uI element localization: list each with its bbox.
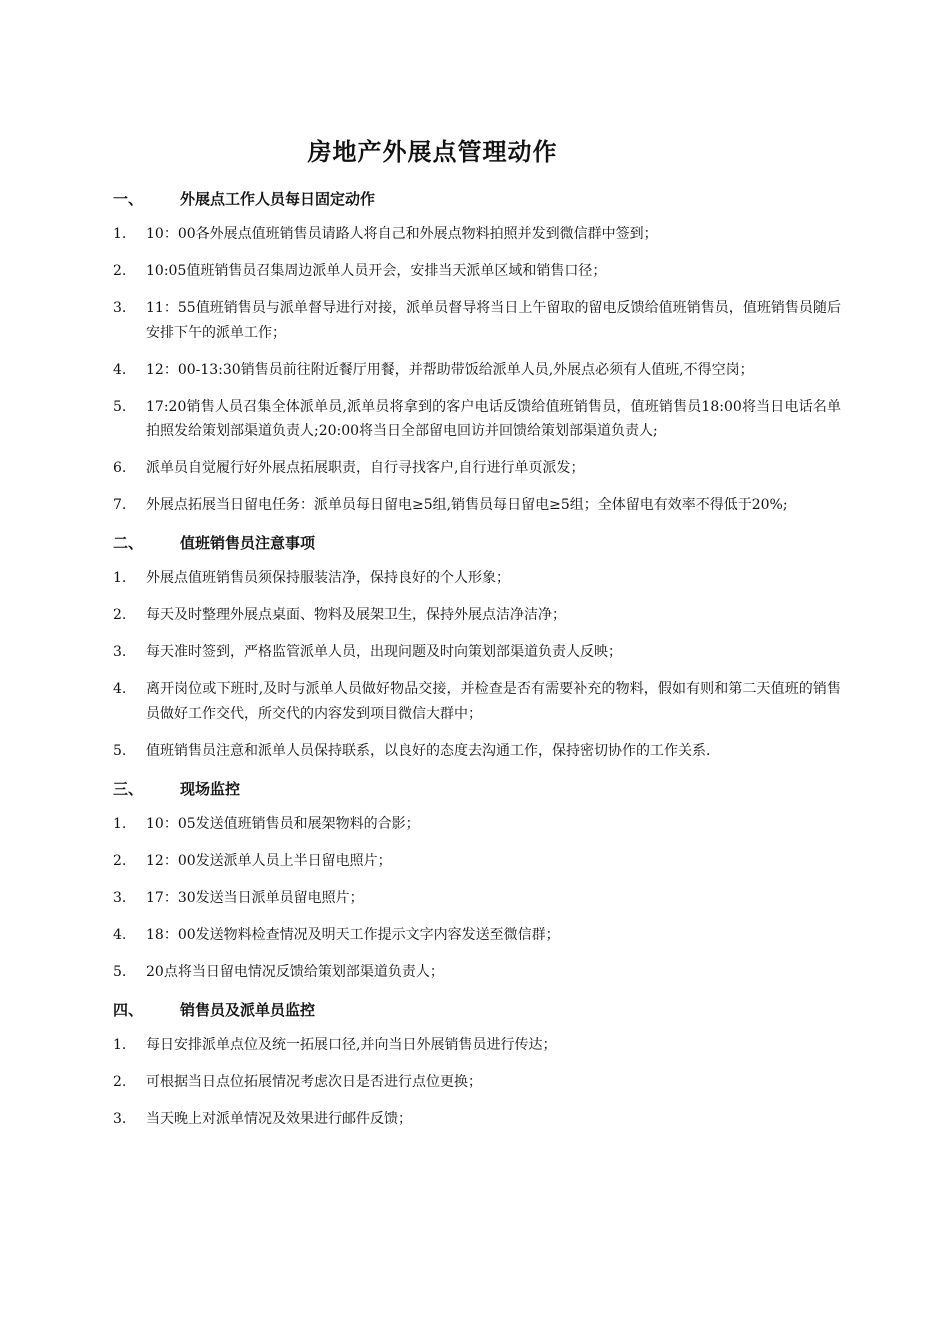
- list-item-number: 3.: [113, 644, 127, 660]
- list-item-number: 3.: [113, 1110, 127, 1127]
- list-item-text: 18：00发送物料检查情况及明天工作提示文字内容发送至微信群；: [146, 926, 560, 943]
- list-item-number: 1.: [113, 815, 127, 832]
- list-item: [113, 886, 841, 911]
- list-item-number: 4.: [113, 926, 127, 943]
- list-item: [113, 603, 841, 628]
- list-item: [113, 640, 841, 665]
- list-item: [113, 566, 841, 591]
- list-item-number: 2.: [113, 852, 127, 869]
- list-item: [113, 1107, 841, 1132]
- list-item: [113, 923, 841, 948]
- section-number: 四、: [113, 1000, 144, 1019]
- list-item-text: 17:20销售人员召集全体派单员,派单员将拿到的客户电话反馈给值班销售员，值班销售员18:00将当日电话名单拍照发给策划部渠道负责人;20:00将当日全部留电回访并回馈给策划部渠道负责人;: [146, 398, 841, 439]
- list-item-number: 4.: [113, 681, 127, 697]
- list-item-text: 每日安排派单点位及统一拓展口径,并向当日外展销售员进行传达；: [146, 1036, 557, 1053]
- section-number: 二、: [113, 534, 144, 552]
- list-item: [113, 739, 841, 764]
- list-item: [113, 849, 841, 874]
- list-item-number: 7.: [113, 497, 127, 513]
- page-title: 房地产外展点管理动作: [307, 138, 558, 166]
- list-item: [113, 960, 841, 985]
- list-item-text: 派单员自觉履行好外展点拓展职责，自行寻找客户,自行进行单页派发；: [146, 460, 585, 476]
- list-item-number: 4.: [113, 361, 127, 378]
- list-item-text: 外展点值班销售员须保持服装洁净，保持良好的个人形象；: [146, 570, 510, 586]
- section-heading-text: 现场监控: [180, 779, 241, 798]
- list-item-number: 1.: [113, 570, 127, 586]
- list-item-text: 外展点拓展当日留电任务：派单员每日留电≥5组,销售员每日留电≥5组；全体留电有效率不得低于20%;: [146, 497, 788, 513]
- list-item-text: 17：30发送当日派单员留电照片；: [146, 889, 364, 906]
- list-item: [113, 812, 841, 837]
- list-item-text: 值班销售员注意和派单人员保持联系，以良好的态度去沟通工作，保持密切协作的工作关系.: [146, 742, 711, 759]
- section-number: 三、: [113, 779, 144, 798]
- list-item: [113, 259, 841, 284]
- list-item-text: 当天晚上对派单情况及效果进行邮件反馈；: [146, 1110, 412, 1127]
- section-heading-text: 外展点工作人员每日固定动作: [180, 190, 376, 208]
- list-item-number: 2.: [113, 1073, 127, 1090]
- list-item: [113, 493, 841, 518]
- section-heading-text: 值班销售员注意事项: [180, 534, 316, 552]
- list-item: [113, 1033, 841, 1058]
- list-item-number: 1.: [113, 1036, 127, 1053]
- list-item-text: 12：00-13:30销售员前往附近餐厅用餐，并帮助带饭给派单人员,外展点必须有人值班,不得空岗；: [146, 361, 754, 378]
- list-item: [113, 358, 841, 383]
- list-item: [113, 1070, 841, 1095]
- list-item-text: 离开岗位或下班时,及时与派单人员做好物品交接，并检查是否有需要补充的物料，假如有则和第二天值班的销售员做好工作交代，所交代的内容发到项目微信大群中；: [146, 681, 841, 722]
- list-item-number: 3.: [113, 300, 127, 316]
- section-heading: [113, 997, 841, 1023]
- section-number: 一、: [113, 190, 144, 208]
- list-item: [113, 222, 841, 247]
- list-item-number: 3.: [113, 889, 127, 906]
- list-item-number: 1.: [113, 226, 127, 242]
- list-item: [113, 296, 841, 345]
- list-item: [113, 456, 841, 481]
- list-item-number: 5.: [113, 742, 127, 759]
- section-heading-text: 销售员及派单员监控: [180, 1000, 316, 1019]
- list-item-number: 5.: [113, 398, 127, 415]
- list-item-number: 2.: [113, 607, 127, 623]
- list-item-text: 20点将当日留电情况反馈给策划部渠道负责人；: [146, 963, 444, 980]
- list-item-text: 可根据当日点位拓展情况考虑次日是否进行点位更换；: [146, 1073, 482, 1090]
- list-item: [113, 677, 841, 726]
- section-heading: [113, 776, 841, 802]
- section-heading: [113, 186, 841, 212]
- list-item-number: 2.: [113, 263, 127, 279]
- list-item-text: 10:05值班销售员召集周边派单人员开会，安排当天派单区域和销售口径；: [146, 263, 607, 279]
- list-item: [113, 395, 841, 444]
- document-body: [113, 186, 841, 1144]
- list-item-text: 每天准时签到，严格监管派单人员，出现问题及时向策划部渠道负责人反映；: [146, 644, 622, 660]
- list-item-number: 5.: [113, 963, 127, 980]
- list-item-text: 10：00各外展点值班销售员请路人将自己和外展点物料拍照并发到微信群中签到；: [146, 226, 658, 242]
- list-item-text: 10：05发送值班销售员和展架物料的合影；: [146, 815, 420, 832]
- list-item-number: 6.: [113, 460, 127, 476]
- list-item-text: 11：55值班销售员与派单督导进行对接，派单员督导将当日上午留取的留电反馈给值班销售员，值班销售员随后安排下午的派单工作；: [146, 300, 841, 341]
- list-item-text: 每天及时整理外展点桌面、物料及展架卫生，保持外展点洁净洁净；: [146, 607, 566, 623]
- section-heading: [113, 530, 841, 556]
- list-item-text: 12：00发送派单人员上半日留电照片；: [146, 852, 392, 869]
